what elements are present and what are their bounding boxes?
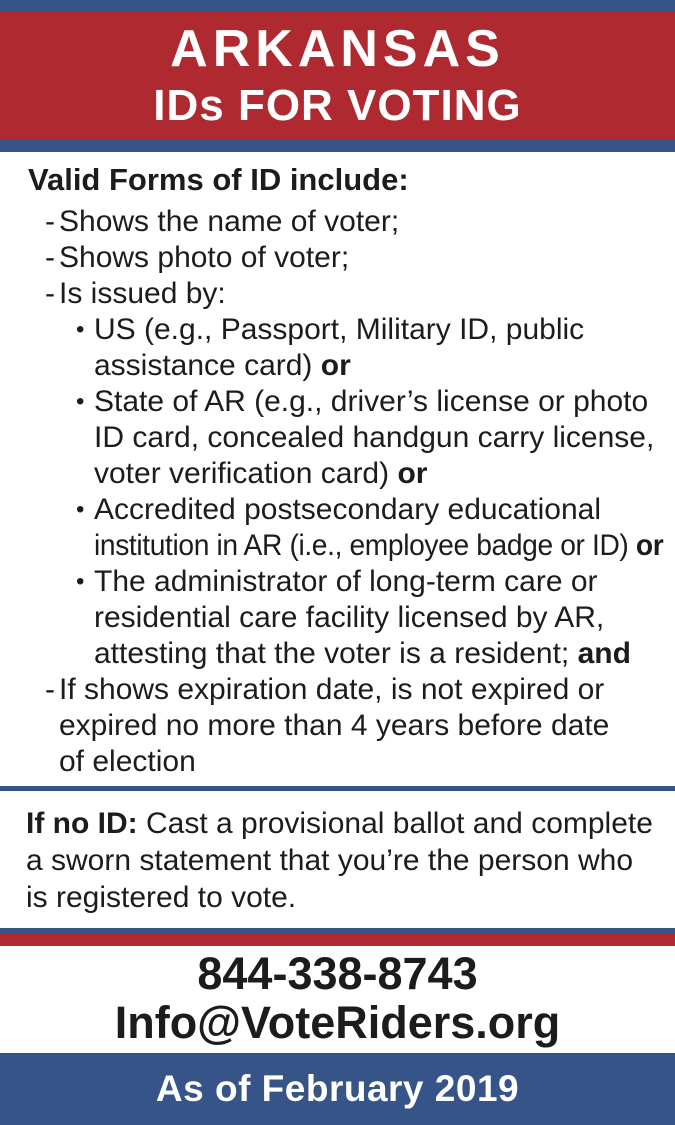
requirement-line: residential care facility licensed by AR, [94,601,605,634]
requirement-line: Is issued by: [59,277,226,310]
contact-email: Info@VoteRiders.org [114,997,561,1048]
requirement-line: expired no more than 4 years before date [59,709,610,742]
header-bottom-stripe [0,140,675,152]
requirement-line: The administrator of long-term care or [94,565,598,598]
dash-marker: - [45,205,55,238]
requirement-line: assistance card) or [94,349,351,382]
no-id-line: If no ID: Cast a provisional ballot and complete [26,807,653,840]
dash-marker: - [45,241,55,274]
bullet-marker: • [76,568,85,595]
id-issuer-item [28,492,664,564]
id-issuer-item [28,564,659,672]
requirement-line: attesting that the voter is a resident; and [94,637,631,670]
valid-forms-heading: Valid Forms of ID include: [28,162,409,197]
bullet-marker: • [76,388,85,415]
hotline-number: 844-338-8743 [197,948,478,999]
no-id-lead: If no ID: [26,807,138,840]
id-requirement-item [28,276,659,312]
valid-id-section [0,152,675,780]
requirement-line: US (e.g., Passport, Military ID, public [94,313,585,346]
contact-section [0,946,675,1053]
no-id-line: is registered to vote. [26,881,297,914]
footer-banner [0,1053,675,1125]
requirement-line: of election [59,745,196,778]
requirement-line: Shows the name of voter; [59,205,400,238]
flyer-subtitle: IDs FOR VOTING [153,81,522,130]
requirement-line: institution in AR (i.e., employee badge or ID) or [94,529,664,562]
bullet-marker: • [76,496,85,523]
requirement-line: State of AR (e.g., driver’s license or photo [94,385,649,418]
requirement-line: Accredited postsecondary educational [94,493,601,526]
id-requirement-item [28,240,659,276]
divider-red-line [0,933,675,946]
no-id-section [0,791,675,928]
id-issuer-item [28,312,659,384]
id-requirement-item [28,204,659,240]
dash-marker: - [45,673,55,706]
requirement-line: If shows expiration date, is not expired or [59,673,605,706]
id-issuer-item [28,384,659,492]
header-banner [0,11,675,140]
requirement-line: voter verification card) or [94,457,428,490]
top-border-stripe [0,0,675,11]
no-id-line: a sworn statement that you’re the person who [26,844,634,877]
requirement-line: ID card, concealed handgun carry license, [94,421,655,454]
requirement-line: Shows photo of voter; [59,241,350,274]
as-of-date: As of February 2019 [155,1068,520,1109]
dash-marker: - [45,277,55,310]
id-requirement-item [28,672,659,780]
section-divider-accent [0,928,675,946]
bullet-marker: • [76,316,85,343]
state-title: ARKANSAS [170,20,505,78]
